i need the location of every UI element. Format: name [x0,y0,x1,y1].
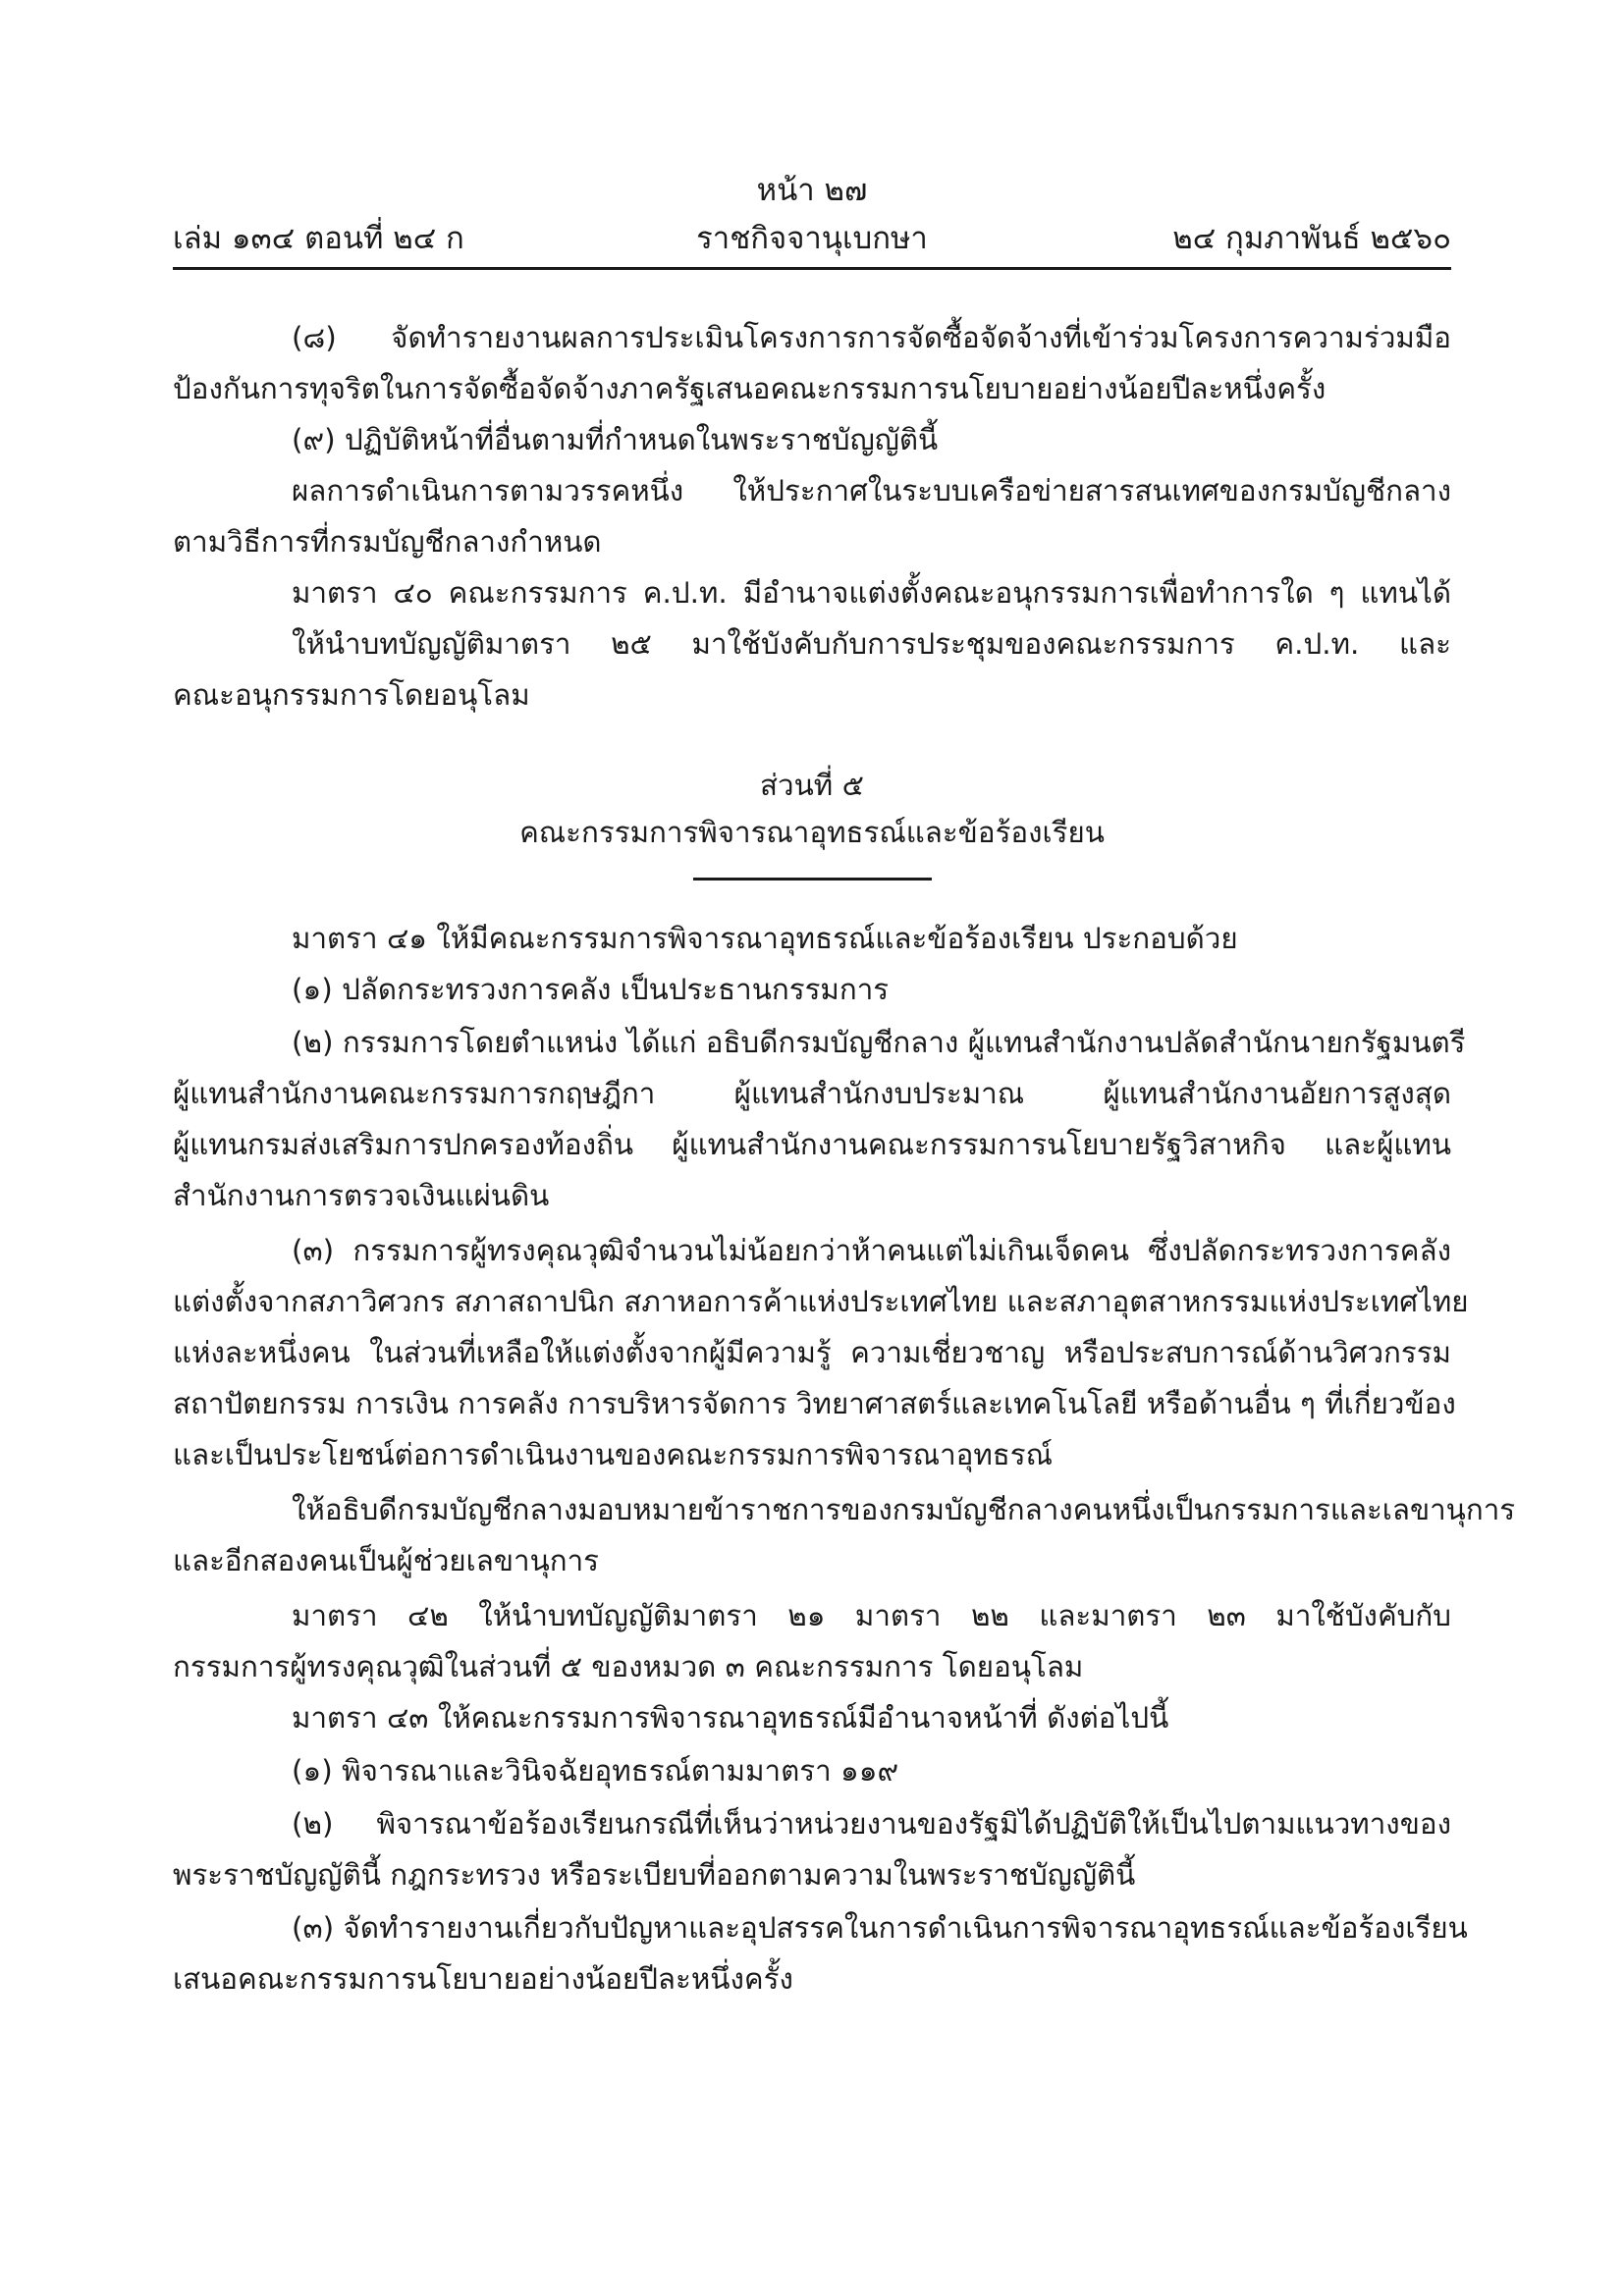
publication-date: ๒๔ กุมภาพันธ์ ๒๕๖๐ [1172,221,1451,256]
text-line: และอีกสองคนเป็นผู้ช่วยเลขานุการ [173,1544,600,1577]
header-rule [173,267,1451,270]
text-line: (๑) ปลัดกระทรวงการคลัง เป็นประธานกรรมการ [292,973,890,1006]
text-line: มาตรา ๔๓ ให้คณะกรรมการพิจารณาอุทธรณ์มีอำนาจหน้าที่ ดังต่อไปนี้ [292,1701,1169,1735]
text-line: ให้นำบทบัญญัติมาตรา ๒๕ มาใช้บังคับกับการประชุมของคณะกรรมการ ค.ป.ท. และ [292,627,1451,661]
text-line: ผู้แทนสำนักงานคณะกรรมการกฤษฎีกา ผู้แทนสำนักงบประมาณ ผู้แทนสำนักงานอัยการสูงสุด [173,1077,1451,1110]
text-line: (๓) กรรมการผู้ทรงคุณวุฒิจำนวนไม่น้อยกว่าห้าคนแต่ไม่เกินเจ็ดคน ซึ่งปลัดกระทรวงการคลัง [292,1234,1451,1267]
text-line: (๙) ปฏิบัติหน้าที่อื่นตามที่กำหนดในพระราชบัญญัตินี้ [292,423,939,456]
part-heading: ส่วนที่ ๕ [760,769,864,802]
text-line: (๒) กรรมการโดยตำแหน่ง ได้แก่ อธิบดีกรมบัญชีกลาง ผู้แทนสำนักงานปลัดสำนักนายกรัฐมนตรี [292,1026,1466,1059]
text-line: ผู้แทนกรมส่งเสริมการปกครองท้องถิ่น ผู้แทนสำนักงานคณะกรรมการนโยบายรัฐวิสาหกิจ และผู้แทน [173,1128,1451,1161]
section-41-text: มาตรา ๔๐ คณะกรรมการ ค.ป.ท. มีอำนาจแต่งตั้งคณะอนุกรรมการเพื่อทำการใด ๆ แทนได้ [292,576,1451,610]
text-line: คณะอนุกรรมการโดยอนุโลม [173,678,530,712]
text-line: ป้องกันการทุจริตในการจัดซื้อจัดจ้างภาครัฐเสนอคณะกรรมการนโยบายอย่างน้อยปีละหนึ่งครั้ง [173,372,1326,405]
running-header [173,213,1451,256]
text-line: (๘) จัดทำรายงานผลการประเมินโครงการการจัดซื้อจัดจ้างที่เข้าร่วมโครงการความร่วมมือ [292,321,1451,354]
part-title: คณะกรรมการพิจารณาอุทธรณ์และข้อร้องเรียน [519,816,1105,849]
text-line: สำนักงานการตรวจเงินแผ่นดิน [173,1179,550,1212]
text-line: กรรมการผู้ทรงคุณวุฒิในส่วนที่ ๕ ของหมวด ๓ คณะกรรมการ โดยอนุโลม [173,1650,1084,1683]
text-line: แต่งตั้งจากสภาวิศวกร สภาสถาปนิก สภาหอการค้าแห่งประเทศไทย และสภาอุตสาหกรรมแห่งประเทศไทย [173,1285,1469,1318]
text-line: พระราชบัญญัตินี้ กฎกระทรวง หรือระเบียบที่ออกตามความในพระราชบัญญัตินี้ [173,1858,1136,1892]
text-line: (๑) พิจารณาและวินิจฉัยอุทธรณ์ตามมาตรา ๑๑๙ [292,1754,899,1788]
text-line: แห่งละหนึ่งคน ในส่วนที่เหลือให้แต่งตั้งจากผู้มีความรู้ ความเชี่ยวชาญ หรือประสบการณ์ด้านวิศวกรรม [173,1336,1451,1369]
volume-issue: เล่ม ๑๓๔ ตอนที่ ๒๔ ก [173,221,464,256]
text-line: ให้อธิบดีกรมบัญชีกลางมอบหมายข้าราชการของกรมบัญชีกลางคนหนึ่งเป็นกรรมการและเลขานุการ [292,1493,1516,1526]
section-divider [693,878,932,881]
text-line: มาตรา ๔๑ ให้มีคณะกรรมการพิจารณาอุทธรณ์และข้อร้องเรียน ประกอบด้วย [292,922,1238,955]
text-line: สถาปัตยกรรม การเงิน การคลัง การบริหารจัดการ วิทยาศาสตร์และเทคโนโลยี หรือด้านอื่น ๆ ที่เกี่ยวข้อง [173,1387,1456,1420]
text-line: (๓) จัดทำรายงานเกี่ยวกับปัญหาและอุปสรรคในการดำเนินการพิจารณาอุทธรณ์และข้อร้องเรียน [292,1911,1468,1945]
text-line: เสนอคณะกรรมการนโยบายอย่างน้อยปีละหนึ่งครั้ง [173,1962,793,1996]
text-line: (๒) พิจารณาข้อร้องเรียนกรณีที่เห็นว่าหน่วยงานของรัฐมิได้ปฏิบัติให้เป็นไปตามแนวทางของ [292,1807,1451,1841]
text-line: ตามวิธีการที่กรมบัญชีกลางกำหนด [173,525,602,559]
gazette-name: ราชกิจจานุเบกษา [696,221,928,256]
text-line: มาตรา ๔๒ ให้นำบทบัญญัติมาตรา ๒๑ มาตรา ๒๒ และมาตรา ๒๓ มาใช้บังคับกับ [292,1599,1451,1632]
text-line: และเป็นประโยชน์ต่อการดำเนินงานของคณะกรรมการพิจารณาอุทธรณ์ [173,1438,1054,1471]
page-number: หน้า ๒๗ [756,173,868,208]
text-line: ผลการดำเนินการตามวรรคหนึ่ง ให้ประกาศในระบบเครือข่ายสารสนเทศของกรมบัญชีกลาง [292,474,1451,507]
